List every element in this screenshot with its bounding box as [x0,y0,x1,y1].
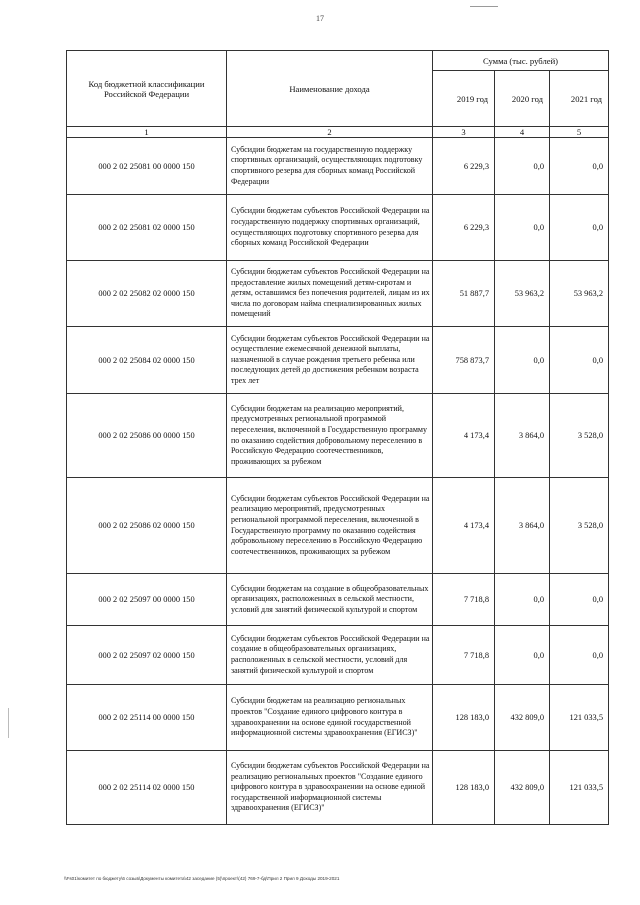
row-sum-2020: 432 809,0 [495,685,550,751]
row-name: Субсидии бюджетам на создание в общеобразовательных организациях, расположенных в сельской местности, условий для занятий физической культурой и спортом [227,574,433,626]
row-sum-2019: 51 887,7 [433,261,495,327]
column-number: 5 [550,127,609,138]
header-year-2021: 2021 год [550,71,609,127]
row-sum-2021: 3 528,0 [550,394,609,478]
table-row [67,394,609,478]
column-number: 4 [495,127,550,138]
row-sum-2019: 7 718,8 [433,626,495,685]
row-sum-2021: 0,0 [550,327,609,394]
page-number: 17 [316,14,324,23]
row-sum-2020: 3 864,0 [495,478,550,574]
table-row [67,195,609,261]
document-file-path: \\Fs01\комитет по бюджету\6 созыв\Документы комитета\42 заседание (5)\проект\(42) 769-7-бд\Прил 2 Прил 9 Доходы 2019-2021 [64,876,340,881]
row-sum-2020: 0,0 [495,327,550,394]
row-code: 000 2 02 25081 00 0000 150 [67,138,227,195]
header-name: Наименование дохода [227,51,433,127]
row-name: Субсидии бюджетам субъектов Российской Федерации на создание в общеобразовательных организациях, расположенных в сельской местности, условий для занятий физической культурой и спортом [227,626,433,685]
row-sum-2020: 53 963,2 [495,261,550,327]
row-name: Субсидии бюджетам субъектов Российской Федерации на реализацию мероприятий, предусмотренных региональной программой переселения, включенной в Государственную программу по оказанию содействия добровольному переселению в Российскую Федерацию соотечественников, проживающих за рубежом [227,478,433,574]
table-row [67,138,609,195]
row-name: Субсидии бюджетам субъектов Российской Федерации на реализацию региональных проектов "Создание единого цифрового контура в здравоохранении на основе единой государственной информационной системы здравоохранения (ЕГИСЗ)" [227,751,433,825]
header-year-2019: 2019 год [433,71,495,127]
row-name: Субсидии бюджетам на государственную поддержку спортивных организаций, осуществляющих подготовку спортивного резерва для сборных команд Российской Федерации [227,138,433,195]
row-sum-2020: 3 864,0 [495,394,550,478]
row-sum-2019: 758 873,7 [433,327,495,394]
row-sum-2019: 128 183,0 [433,685,495,751]
budget-revenue-table [66,50,609,825]
row-name: Субсидии бюджетам на реализацию региональных проектов "Создание единого цифрового контура в здравоохранении на основе единой государственной информационной системы здравоохранения (ЕГИСЗ)" [227,685,433,751]
row-sum-2019: 4 173,4 [433,394,495,478]
row-sum-2019: 6 229,3 [433,138,495,195]
row-code: 000 2 02 25097 02 0000 150 [67,626,227,685]
row-sum-2019: 128 183,0 [433,751,495,825]
row-code: 000 2 02 25084 02 0000 150 [67,327,227,394]
row-code: 000 2 02 25114 02 0000 150 [67,751,227,825]
row-name: Субсидии бюджетам субъектов Российской Федерации на государственную поддержку спортивных организаций, осуществляющих подготовку спортивного резерва для сборных команд Российской Федерации [227,195,433,261]
row-name: Субсидии бюджетам на реализацию мероприятий, предусмотренных региональной программой переселения, включенной в Государственную программу по оказанию содействия добровольному переселению в Российскую Федерацию соотечественников, проживающих за рубежом [227,394,433,478]
column-number: 3 [433,127,495,138]
table-row [67,751,609,825]
row-sum-2021: 121 033,5 [550,685,609,751]
row-code: 000 2 02 25082 02 0000 150 [67,261,227,327]
row-sum-2020: 0,0 [495,138,550,195]
row-sum-2021: 0,0 [550,626,609,685]
row-code: 000 2 02 25081 02 0000 150 [67,195,227,261]
row-name: Субсидии бюджетам субъектов Российской Федерации на осуществление ежемесячной денежной выплаты, назначенной в случае рождения третьего ребенка или последующих детей до достижения ребенком возраста трех лет [227,327,433,394]
row-sum-2021: 3 528,0 [550,478,609,574]
row-sum-2020: 0,0 [495,574,550,626]
table-row [67,574,609,626]
row-sum-2020: 432 809,0 [495,751,550,825]
row-sum-2021: 121 033,5 [550,751,609,825]
row-name: Субсидии бюджетам субъектов Российской Федерации на предоставление жилых помещений детям-сиротам и детям, оставшимся без попечения родителей, лицам из их числа по договорам найма специализированных жилых помещений [227,261,433,327]
scan-artifact-mark [8,708,9,738]
row-sum-2020: 0,0 [495,626,550,685]
header-code: Код бюджетной классификации Российской Федерации [67,51,227,127]
row-sum-2019: 7 718,8 [433,574,495,626]
row-sum-2021: 0,0 [550,195,609,261]
header-sum: Сумма (тыс. рублей) [433,51,609,71]
row-code: 000 2 02 25114 00 0000 150 [67,685,227,751]
row-code: 000 2 02 25086 02 0000 150 [67,478,227,574]
row-sum-2021: 0,0 [550,138,609,195]
scan-artifact-mark [470,6,498,7]
column-number: 1 [67,127,227,138]
row-sum-2019: 6 229,3 [433,195,495,261]
header-year-2020: 2020 год [495,71,550,127]
table-row [67,478,609,574]
row-sum-2021: 53 963,2 [550,261,609,327]
row-code: 000 2 02 25086 00 0000 150 [67,394,227,478]
row-sum-2019: 4 173,4 [433,478,495,574]
table-row [67,685,609,751]
row-code: 000 2 02 25097 00 0000 150 [67,574,227,626]
table-row [67,626,609,685]
table-row [67,261,609,327]
table-row [67,327,609,394]
row-sum-2020: 0,0 [495,195,550,261]
column-number: 2 [227,127,433,138]
row-sum-2021: 0,0 [550,574,609,626]
